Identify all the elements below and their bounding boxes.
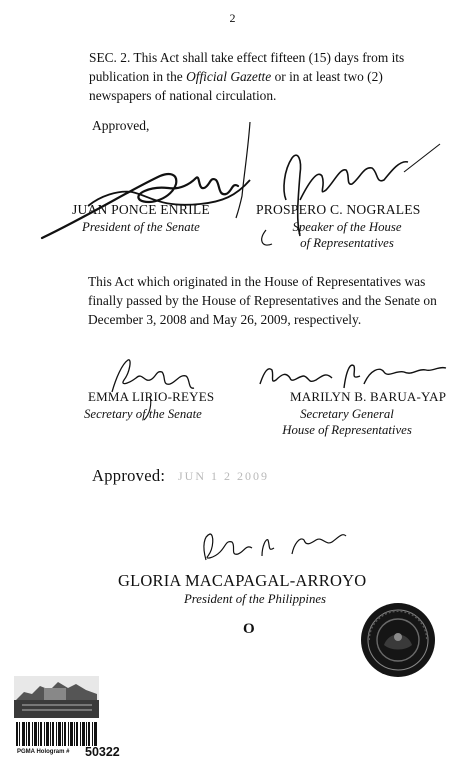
presidential-seal-icon (359, 601, 437, 679)
enrile-name: JUAN PONCE ENRILE (72, 202, 210, 217)
reyes-title: Secretary of the Senate (84, 407, 202, 421)
section-text-after: or in at least two (2) newspapers of national circulation. (89, 69, 383, 103)
passage-text: This Act which originated in the House of Representatives was finally passed by the House of Representatives and the Senate on December 3, 2008 and May 26, 2009, respectively. (88, 274, 437, 327)
arroyo-name: GLORIA MACAPAGAL-ARROYO (118, 571, 367, 590)
nograles-title-line2: of Representatives (300, 236, 394, 250)
arroyo-title: President of the Philippines (183, 592, 327, 606)
hologram-number: 50322 (85, 745, 120, 759)
official-gazette: Official Gazette (186, 69, 272, 84)
o-mark: O (243, 621, 255, 637)
hologram-caption: PGMA Hologram # (17, 749, 70, 755)
stamped-date: JUN 1 2 2009 (178, 469, 270, 483)
barua-yap-title-line1: Secretary General (300, 407, 394, 421)
barcode-icon (16, 722, 100, 746)
section-label: SEC. 2. (89, 50, 131, 65)
reyes-name: EMMA LIRIO-REYES (88, 389, 215, 404)
nograles-title-line1: Speaker of the House (292, 220, 402, 234)
section-text-before: This Act shall take effect fifteen (15) days from its publication in the (89, 50, 405, 84)
hologram-image (14, 676, 99, 718)
enrile-title: President of the Senate (82, 220, 200, 234)
barua-yap-name: MARILYN B. BARUA-YAP (290, 389, 447, 404)
president-approved-label: Approved: (92, 466, 166, 485)
approved-label: Approved, (92, 118, 150, 133)
nograles-name: PROSPERO C. NOGRALES (256, 202, 421, 217)
barua-yap-title-line2: House of Representatives (282, 423, 412, 437)
page-number: 2 (229, 11, 236, 25)
